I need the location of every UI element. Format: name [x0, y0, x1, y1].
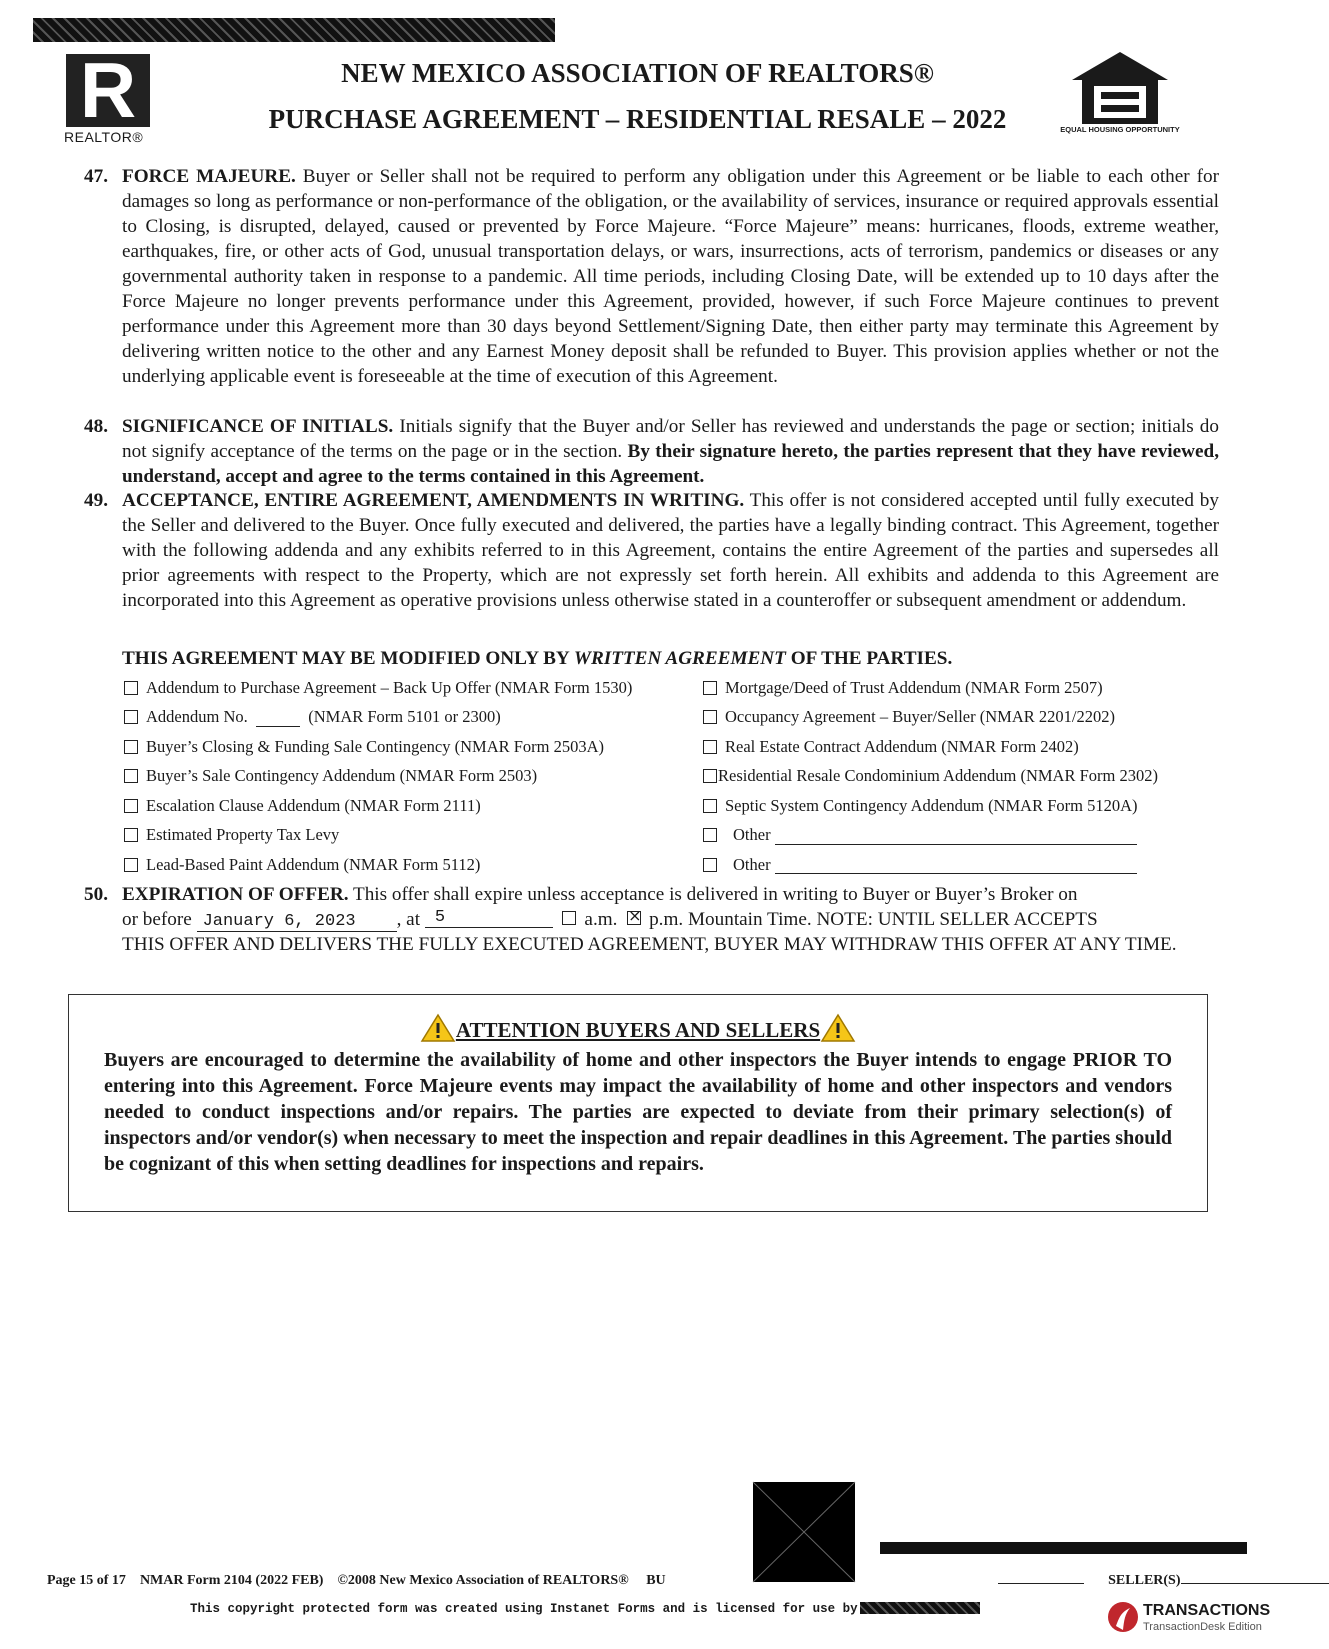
section-text: This offer shall expire unless acceptance is delivered in writing to Buyer or Buyer’s Broker on [348, 884, 1078, 905]
transactions-logo [1107, 1598, 1271, 1644]
addendum-checkbox[interactable] [703, 858, 717, 872]
addendum-item [124, 850, 632, 880]
expiration-date-field[interactable]: January 6, 2023 [197, 913, 397, 932]
transactions-logo-subtitle: TransactionDesk Edition [1143, 1621, 1262, 1633]
addendum-label: Mortgage/Deed of Trust Addendum (NMAR Form 2507) [725, 677, 1103, 697]
expiration-time-field[interactable]: 5 [425, 909, 553, 928]
pm-checkbox[interactable] [627, 911, 641, 925]
section-title: ACCEPTANCE, ENTIRE AGREEMENT, AMENDMENTS IN WRITING. [122, 490, 745, 511]
other-addendum-field[interactable] [775, 855, 1137, 874]
seller-initials-label: SELLER(S) [1108, 1573, 1181, 1588]
form-id: NMAR Form 2104 (2022 FEB) [139, 1573, 324, 1588]
addendum-checkbox[interactable] [703, 769, 717, 783]
warning-icon [420, 1013, 456, 1043]
attention-notice-box [68, 994, 1208, 1212]
section-title: FORCE MAJEURE. [122, 166, 296, 187]
addendum-label: Escalation Clause Addendum (NMAR Form 2111) [146, 795, 481, 815]
addendum-checkbox[interactable] [124, 740, 138, 754]
redacted-initials-box [753, 1482, 855, 1582]
addendum-checkbox[interactable] [703, 681, 717, 695]
copyright: ©2008 New Mexico Association of REALTORS® [337, 1573, 629, 1588]
addendum-item [703, 850, 1158, 880]
section-50 [84, 882, 1219, 957]
section-47 [84, 164, 1219, 389]
written-agreement-notice [122, 648, 952, 670]
addendum-label: Other [733, 825, 771, 845]
notice-title-text: ATTENTION BUYERS AND SELLERS [455, 1018, 821, 1042]
addendum-item [703, 732, 1158, 762]
addendum-checkbox[interactable] [124, 681, 138, 695]
addendum-label: Estimated Property Tax Levy [146, 825, 340, 845]
notice-part: OF THE PARTIES. [785, 648, 953, 669]
notice-part: THIS AGREEMENT MAY BE MODIFIED ONLY BY [122, 648, 574, 669]
license-line [190, 1602, 980, 1616]
buyer-initials-field[interactable] [998, 1571, 1084, 1584]
addenda-left-column [124, 673, 632, 880]
addendum-item [124, 791, 632, 821]
am-checkbox[interactable] [562, 911, 576, 925]
addendum-item [703, 673, 1158, 703]
realtor-logo: R REALTOR® [64, 54, 162, 145]
addendum-checkbox[interactable] [703, 710, 717, 724]
addendum-checkbox[interactable] [124, 828, 138, 842]
warning-icon [820, 1013, 856, 1043]
section-number: 50. [84, 884, 108, 905]
addendum-checkbox[interactable] [124, 769, 138, 783]
addendum-label: Real Estate Contract Addendum (NMAR Form 2402) [725, 736, 1079, 756]
section-49 [84, 488, 1219, 613]
addendum-label: Buyer’s Closing & Funding Sale Contingency (NMAR Form 2503A) [146, 736, 605, 756]
addendum-checkbox[interactable] [703, 828, 717, 842]
am-label: a.m. [584, 909, 618, 930]
addendum-item [703, 821, 1158, 851]
addendum-item [124, 732, 632, 762]
buyer-initials-label: BU [646, 1573, 666, 1588]
page-number: Page 15 of 17 [47, 1573, 126, 1588]
or-before-label: or before [122, 909, 192, 930]
addenda-right-column [703, 673, 1158, 880]
section-text: This offer is not considered accepted until fully executed by the Seller and delivered to the Buyer. Once fully executed and delivered, the parties have a legally binding contract. This Agreement, together with the following addenda and any exhibits referred to in this Agreement, contains the entire Agreement of the parties and supersedes all prior agreements with respect to the Property, which are not expressly set forth herein. All exhibits and addenda to this Agreement are incorporated into this Agreement as operative provisions unless otherwise stated in a counteroffer or subsequent amendment or addendum. [122, 490, 1219, 611]
section-number: 48. [84, 416, 108, 437]
notice-body: Buyers are encouraged to determine the availability of home and other inspectors the Buyer intends to engage PRIOR TO entering into this Agreement. Force Majeure events may impact the availability of home and other inspectors and vendors needed to conduct inspections and/or repairs. The parties are expected to deviate from their primary selection(s) of inspectors and/or vendor(s) when necessary to meet the inspection and repair deadlines in this Agreement. The parties should be cognizant of this when setting deadlines for inspections and repairs. [104, 1049, 1172, 1175]
transactions-logo-title: TRANSACTIONS [1143, 1602, 1271, 1619]
section-number: 47. [84, 166, 108, 187]
license-text: This copyright protected form was created using Instanet Forms and is licensed for use by [190, 1602, 858, 1616]
addendum-label: Other [733, 854, 771, 874]
addendum-checkbox[interactable] [124, 858, 138, 872]
addendum-label: Addendum to Purchase Agreement – Back Up Offer (NMAR Form 1530) [146, 677, 633, 697]
equal-housing-logo [1060, 50, 1180, 140]
redacted-header-bar [33, 18, 555, 42]
notice-emphasis: WRITTEN AGREEMENT [573, 648, 786, 669]
section-bold-text: By their signature hereto, the parties represent that they have reviewed, understand, accept and agree to the terms contained in this Agreement. [122, 441, 1219, 487]
section-text: Initials signify that the Buyer and/or Seller has reviewed and understands the page or section; initials do not signify acceptance of the terms on the page or in the section. [122, 416, 1219, 462]
addendum-item [124, 762, 632, 792]
addendum-item [703, 762, 1158, 792]
association-title: NEW MEXICO ASSOCIATION OF REALTORS® [341, 58, 934, 88]
eho-logo-text: EQUAL HOUSING OPPORTUNITY [1060, 125, 1180, 134]
realtor-logo-text: REALTOR® [64, 129, 144, 145]
section-48 [84, 414, 1219, 489]
section-title: EXPIRATION OF OFFER. [122, 884, 349, 905]
notice-title [69, 1013, 1207, 1043]
addendum-label: Residential Resale Condominium Addendum (NMAR Form 2302) [718, 766, 1158, 786]
section-text: Buyer or Seller shall not be required to perform any obligation under this Agreement or be liable to each other for damages so long as performance or non-performance of the obligation, or the availability of services, insurance or required approvals essential to Closing, is disrupted, delayed, caused or prevented by Force Majeure. “Force Majeure” means: hurricanes, floods, extreme weather, earthquakes, fire, or other acts of God, unusual transportation delays, or wars, insurrections, acts of terrorism, pandemics or diseases or any governmental authority taken in response to a pandemic. All time periods, including Closing Date, will be extended up to 10 days after the Force Majeure no longer prevents performance under this Agreement, provided, however, if such Force Majeure continues to prevent performance under this Agreement more than 30 days beyond Settlement/Signing Date, then either party may terminate this Agreement by delivering written notice to the other and any Earnest Money deposit shall be refunded to Buyer. This provision applies whether or not the underlying applicable event is foreseeable at the time of execution of this Agreement. [122, 166, 1219, 387]
other-addendum-field[interactable] [775, 826, 1137, 845]
addendum-item [124, 821, 632, 851]
addendum-label: Septic System Contingency Addendum (NMAR Form 5120A) [725, 795, 1138, 815]
page-footer [47, 1571, 1329, 1589]
addendum-item [703, 791, 1158, 821]
redacted-licensee [860, 1602, 980, 1614]
addendum-label-suffix: (NMAR Form 5101 or 2300) [308, 707, 501, 727]
addendum-label: Occupancy Agreement – Buyer/Seller (NMAR 2201/2202) [725, 707, 1115, 727]
transactions-logo-icon [1107, 1600, 1139, 1634]
seller-initials-field[interactable] [1181, 1571, 1329, 1584]
addendum-label: Buyer’s Sale Contingency Addendum (NMAR Form 2503) [146, 766, 538, 786]
addendum-item [124, 703, 632, 733]
addendum-checkbox[interactable] [703, 799, 717, 813]
addendum-label: Lead-Based Paint Addendum (NMAR Form 5112) [146, 854, 481, 874]
addendum-item [703, 703, 1158, 733]
pm-label: p.m. Mountain Time. NOTE: UNTIL SELLER ACCEPTS [649, 909, 1098, 930]
addendum-checkbox[interactable] [124, 710, 138, 724]
section-number: 49. [84, 490, 108, 511]
addendum-checkbox[interactable] [124, 799, 138, 813]
section-title: SIGNIFICANCE OF INITIALS. [122, 416, 394, 437]
section-text-2: THIS OFFER AND DELIVERS THE FULLY EXECUTED AGREEMENT, BUYER MAY WITHDRAW THIS OFFER AT ANY TIME. [122, 934, 1177, 955]
addendum-item [124, 673, 632, 703]
addendum-checkbox[interactable] [703, 740, 717, 754]
addendum-number-field[interactable] [256, 708, 300, 727]
form-title: PURCHASE AGREEMENT – RESIDENTIAL RESALE – 2022 [268, 104, 1007, 134]
at-label: , at [396, 909, 421, 930]
addendum-label: Addendum No. [146, 707, 248, 727]
redacted-initials-line [880, 1542, 1247, 1554]
